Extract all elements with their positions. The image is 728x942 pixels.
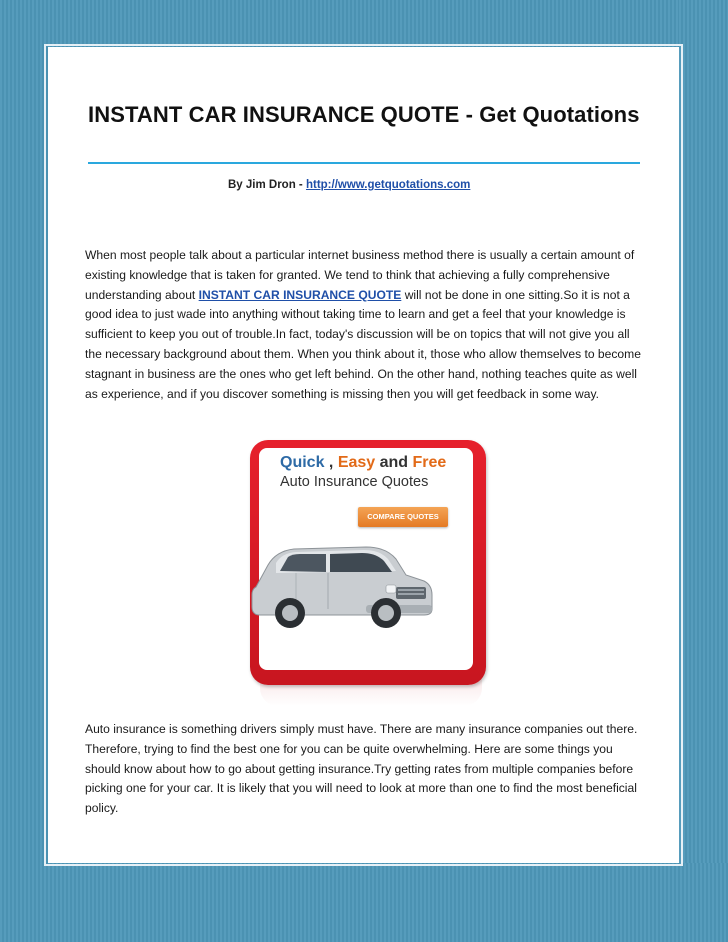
paragraph-1 — [85, 246, 645, 404]
frame-inner-line — [44, 44, 683, 46]
paragraph-1-text-a: When most people talk about a particular internet business method there is usually a certain amount of existing knowledge that is taken for granted. We tend to think that achieving a fully comprehensive understanding about — [85, 248, 635, 302]
byline-link[interactable]: http://www.getquotations.com — [305, 179, 471, 191]
ad-headline-and: and — [375, 454, 413, 471]
byline — [228, 179, 648, 191]
ad-reflection — [260, 672, 482, 706]
page-frame-left — [0, 0, 48, 942]
ad-headline-easy: Easy — [337, 454, 376, 471]
paragraph-1-text-b: will not be done in one sitting.So it is not a good idea to just wade into anything without taking time to learn and get a feel that your knowledge is sufficient to keep you out of trouble.In fact, today's discussion will be on topics that will not give you all the necessary background about them. When you think about it, those who allow themselves to become stagnant in business are the ones who get left behind. On the other hand, nothing teaches quite as well as experience, and if you discover something is missing then you will get feedback in some way. — [85, 287, 641, 401]
ad-headline-quick: Quick — [280, 454, 325, 471]
paragraph-2: Auto insurance is something drivers simply must have. There are many insurance companies out there. Therefore, trying to find the best one for you can be quite overwhelming. Here are some things you should know about how to go about getting insurance.Try getting rates from multiple companies before picking one for your car. It is likely that you will need to look at more than one to find the most beneficial policy. — [85, 722, 638, 816]
page-frame-top — [0, 0, 728, 47]
ad-headline-free: Free — [412, 454, 447, 471]
suv-car-icon — [246, 525, 436, 635]
frame-inner-line — [44, 864, 683, 866]
byline-author: By Jim Dron - — [228, 179, 306, 191]
page-frame-bottom — [0, 863, 728, 942]
document-title: INSTANT CAR INSURANCE QUOTE - Get Quotations — [88, 102, 640, 127]
ad-subheadline: Auto Insurance Quotes — [280, 474, 429, 490]
document-page — [48, 47, 679, 863]
ad-headline-sep: , — [324, 454, 338, 471]
title-rule — [88, 162, 640, 164]
page-frame-right — [679, 0, 728, 942]
compare-quotes-button: COMPARE QUOTES — [358, 507, 448, 527]
ad-headline — [280, 454, 480, 472]
frame-inner-line — [681, 44, 683, 866]
auto-insurance-ad-image — [250, 440, 486, 708]
frame-inner-line — [44, 44, 46, 866]
keyword-link[interactable]: INSTANT CAR INSURANCE QUOTE — [198, 287, 402, 302]
